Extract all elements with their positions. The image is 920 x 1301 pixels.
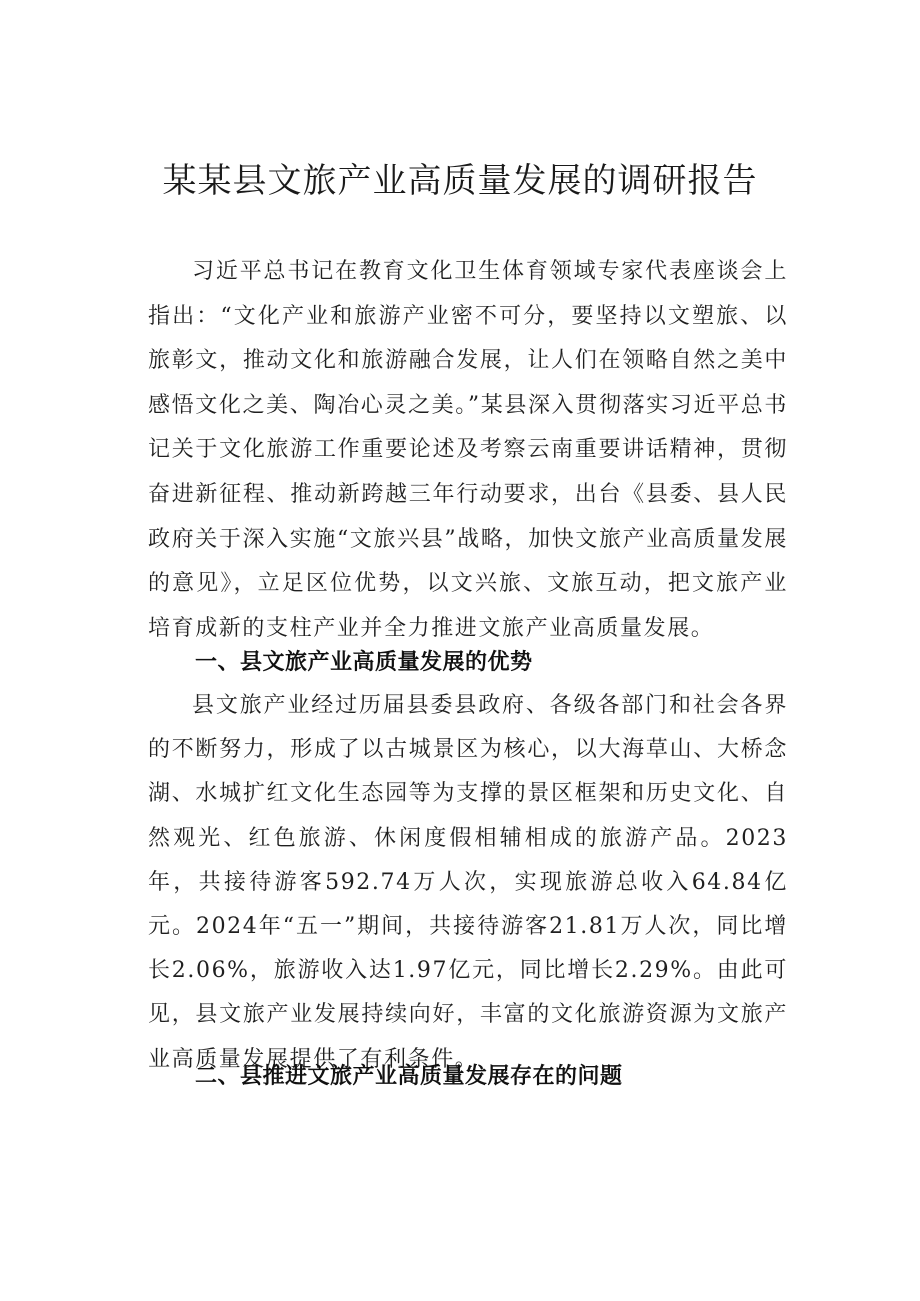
- section-paragraph-advantages: 县文旅产业经过历届县委县政府、各级各部门和社会各界的不断努力，形成了以古城景区为核心，以大海草山、大桥念湖、水城扩红文化生态园等为支撑的景区框架和历史文化、自然观光、红色旅游、休闲度假相辅相成的旅游产品。2023年，共接待游客592.74万人次，实现旅游总收入64.84亿元。2024年“五一”期间，共接待游客21.81万人次，同比增长2.06%，旅游收入达1.97亿元，同比增长2.29%。由此可见，县文旅产业发展持续向好，丰富的文化旅游资源为文旅产业高质量发展提供了有利条件。: [148, 693, 788, 1072]
- intro-paragraph: 习近平总书记在教育文化卫生体育领域专家代表座谈会上指出：“文化产业和旅游产业密不可分，要坚持以文塑旅、以旅彰文，推动文化和旅游融合发展，让人们在领略自然之美中感悟文化之美、陶冶心灵之美。”某县深入贯彻落实习近平总书记关于文化旅游工作重要论述及考察云南重要讲话精神，贯彻奋进新征程、推动新跨越三年行动要求，出台《县委、县人民政府关于深入实施“文旅兴县”战略，加快文旅产业高质量发展的意见》，立足区位优势，以文兴旅、文旅互动，把文旅产业培育成新的支柱产业并全力推进文旅产业高质量发展。: [148, 259, 788, 641]
- document-title: 某某县文旅产业高质量发展的调研报告: [162, 161, 758, 201]
- section-heading-advantages: 一、县文旅产业高质量发展的优势: [195, 650, 533, 675]
- section-heading-problems: 二、县推进文旅产业高质量发展存在的问题: [195, 1064, 623, 1089]
